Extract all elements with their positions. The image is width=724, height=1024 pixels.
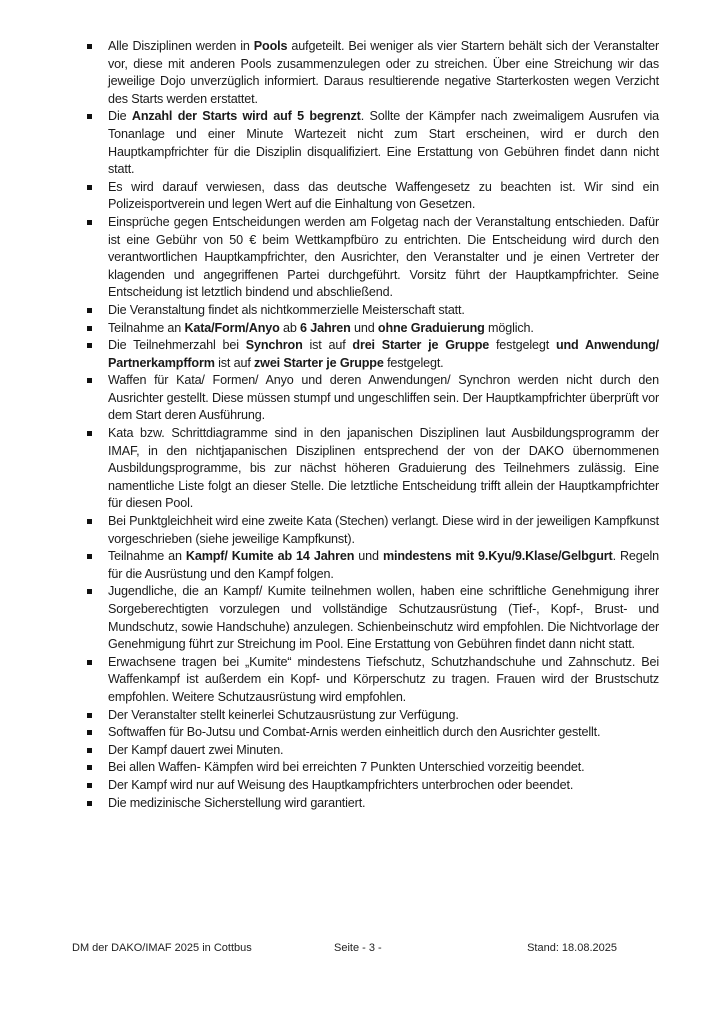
rule-text — [108, 724, 659, 742]
rule-text-run: Alle Disziplinen werden in — [108, 39, 254, 53]
rule-text-bold: drei Starter je Gruppe — [352, 338, 490, 353]
square-bullet-icon — [87, 660, 92, 665]
rule-text-run: Der Kampf wird nur auf Weisung des Hauptkampfrichters unterbrochen oder beendet. — [108, 777, 574, 792]
rule-text — [108, 795, 659, 813]
rule-item — [87, 302, 659, 320]
rule-text-run: Die Veranstaltung findet als nichtkommerzielle Meisterschaft statt. — [108, 302, 465, 317]
rule-text-bold: 6 Jahren — [300, 320, 351, 335]
square-bullet-icon — [87, 554, 92, 559]
rule-text — [108, 654, 659, 707]
rule-text-run: Die — [108, 109, 132, 124]
rule-text-bold: Kampf/ Kumite ab 14 Jahren — [185, 549, 355, 564]
square-bullet-icon — [87, 114, 92, 119]
rule-text-run: möglich. — [484, 320, 534, 335]
rule-item — [87, 337, 659, 372]
rule-item — [87, 425, 659, 513]
footer-event-title: DM der DAKO/IMAF 2025 in Cottbus — [72, 942, 252, 954]
rule-text-run: Bei allen Waffen- Kämpfen wird bei erreichten 7 Punkten Unterschied vorzeitig beendet. — [108, 760, 585, 775]
rule-item — [87, 372, 659, 425]
rule-text-bold: Anzahl der Starts wird auf 5 begrenzt — [131, 109, 361, 124]
rule-text — [108, 548, 659, 583]
rule-text — [108, 179, 659, 214]
square-bullet-icon — [87, 730, 92, 735]
rule-item — [87, 724, 659, 742]
rule-text-bold: Kata/Form/Anyo — [184, 320, 280, 335]
square-bullet-icon — [87, 185, 92, 190]
rule-text-bold: ohne Graduierung — [377, 320, 485, 335]
rule-item — [87, 583, 659, 653]
square-bullet-icon — [87, 326, 92, 331]
rule-item — [87, 777, 659, 795]
rule-text-run: Teilnahme an — [108, 320, 185, 335]
rule-text-run: Softwaffen für Bo-Jutsu und Combat-Arnis werden einheitlich durch den Ausrichter gestellt. — [108, 725, 601, 740]
rule-text-bold: und Anwendung/ Partnerkampfform — [108, 338, 660, 370]
rule-text-run: Bei Punktgleichheit wird eine zweite Kata (Stechen) verlangt. Diese wird in der jeweiligen Kampfkunst vorgeschrieben (siehe jeweilige Kampfkunst). — [108, 514, 659, 546]
rule-text-run: und — [350, 320, 378, 335]
square-bullet-icon — [87, 765, 92, 770]
rule-item — [87, 108, 659, 178]
rule-text — [108, 513, 659, 548]
rule-text-run: . Regeln für die Ausrüstung und den Kampf folgen. — [108, 549, 660, 581]
rule-text-run: Die Teilnehmerzahl bei — [108, 338, 246, 353]
rule-item — [87, 759, 659, 777]
square-bullet-icon — [87, 589, 92, 594]
rule-item — [87, 707, 659, 725]
rule-text-run: festgelegt. — [383, 355, 444, 370]
rule-text — [108, 302, 659, 320]
rule-item — [87, 548, 659, 583]
square-bullet-icon — [87, 44, 92, 49]
rule-text-run: Der Kampf dauert zwei Minuten. — [108, 742, 284, 757]
square-bullet-icon — [87, 748, 92, 753]
rule-text — [108, 372, 659, 425]
rule-item — [87, 38, 659, 108]
square-bullet-icon — [87, 783, 92, 788]
rule-item — [87, 320, 659, 338]
square-bullet-icon — [87, 431, 92, 436]
rule-text-run: Einsprüche gegen Entscheidungen werden am Folgetag nach der Veranstaltung entschieden. Dafür ist eine Gebühr von 50 € beim Wettkampfbüro zu entrichten. Die Entscheidung wird durch den verantwortlichen Hauptkampfrichter, den Ausrichter, den Veranstalter und je einen Vertreter der klagenden und angegriffenen Partei durchgeführt. Vorsitz führt der Hauptkampfrichter. Seine Entscheidung ist letztlich bindend und abschließend. — [108, 214, 659, 300]
rule-text — [108, 38, 659, 108]
rule-text — [108, 214, 659, 302]
rule-text — [108, 742, 659, 760]
rule-text-run: festgelegt — [489, 338, 556, 353]
rule-item — [87, 654, 659, 707]
rule-text-run: Teilnahme an — [108, 549, 186, 564]
rule-text — [108, 777, 659, 795]
rule-text-run: Der Veranstalter stellt keinerlei Schutzausrüstung zur Verfügung. — [108, 707, 459, 722]
rule-text — [108, 583, 659, 653]
rule-text-bold: mindestens mit 9.Kyu/9.Klase/Gelbgurt — [382, 549, 613, 564]
footer-page-number: Seite - 3 - — [334, 942, 382, 954]
rule-item — [87, 179, 659, 214]
rule-text-run: und — [354, 549, 383, 564]
footer-date: Stand: 18.08.2025 — [527, 942, 617, 954]
rule-text-run: Waffen für Kata/ Formen/ Anyo und deren Anwendungen/ Synchron werden nicht durch den Ausrichter gestellt. Diese müssen stumpf und ungeschliffen sein. Der Hauptkampfrichter überprüft vor dem Start deren Ausführung. — [108, 373, 659, 423]
square-bullet-icon — [87, 308, 92, 313]
rule-text-bold: zwei Starter je Gruppe — [254, 355, 384, 370]
rule-text — [108, 707, 659, 725]
rule-item — [87, 214, 659, 302]
rules-list — [87, 38, 659, 812]
rule-item — [87, 513, 659, 548]
rule-text-run: . Sollte der Kämpfer nach zweimaligem Ausrufen via Tonanlage und einer Minute Wartezeit nicht zum Start erscheinen, wird er durch den Hauptkampfrichter für die Disziplin disqualifiziert. Eine Erstattung von Gebühren findet dann nicht statt. — [108, 109, 660, 177]
square-bullet-icon — [87, 801, 92, 806]
page-footer — [72, 942, 672, 958]
rule-text-run: ab — [279, 320, 301, 335]
rule-item — [87, 742, 659, 760]
rule-text — [108, 337, 659, 372]
rule-text-bold: Synchron — [245, 338, 303, 353]
rule-text-run: ist auf — [214, 355, 255, 370]
rule-text-run: Erwachsene tragen bei „Kumite“ mindestens Tiefschutz, Schutzhandschuhe und Zahnschutz. Bei Waffenkampf ist außerdem ein Kopf- und Körperschutz zu tragen. Frauen wird der Brustschutz empfohlen. Weitere Schutzausrüstung wird empfohlen. — [108, 654, 659, 704]
rule-text-run: Jugendliche, die an Kampf/ Kumite teilnehmen wollen, haben eine schriftliche Genehmigung ihrer Sorgeberechtigten vorzulegen und vollständige Schutzausrüstung (Tief-, Kopf-, Brust- und Mundschutz, sowie Handschuhe) anzulegen. Schienbeinschutz wird empfohlen. Die Nichtvorlage der Genehmigung führt zur Streichung im Pool. Eine Erstattung von Gebühren findet dann nicht statt. — [108, 584, 659, 652]
rule-text-bold: Pools — [253, 39, 288, 53]
square-bullet-icon — [87, 220, 92, 225]
rule-text — [108, 759, 659, 777]
square-bullet-icon — [87, 713, 92, 718]
rule-text-run: Es wird darauf verwiesen, dass das deutsche Waffengesetz zu beachten ist. Wir sind ein Polizeisportverein und legen Wert auf die Einhaltung von Gesetzen. — [108, 179, 659, 212]
rule-text-run: Die medizinische Sicherstellung wird garantiert. — [108, 795, 366, 810]
square-bullet-icon — [87, 378, 92, 383]
rule-text — [108, 320, 659, 338]
square-bullet-icon — [87, 343, 92, 348]
rule-text — [108, 425, 659, 513]
rule-text — [108, 108, 659, 178]
square-bullet-icon — [87, 519, 92, 524]
rule-text-run: Kata bzw. Schrittdiagramme sind in den japanischen Disziplinen laut Ausbildungsprogramm der IMAF, in den nichtjapanischen Disziplinen entsprechend der von der DAKO übernommenen Ausbildungsprogramme, bis zur nächst höheren Graduierung des Teilnehmers zulässig. Eine namentliche Liste folgt an dieser Stelle. Die letztliche Entscheidung trifft allein der Hauptkampfrichter für diesen Pool. — [108, 426, 659, 511]
rule-text-run: aufgeteilt. Bei weniger als vier Startern behält sich der Veranstalter vor, diese mit anderen Pools zusammenzulegen oder zu streichen. Über eine Streichung wir das jeweilige Dojo unverzüglich informiert. Daraus resultierende negative Starterkosten wegen Verzicht des Starts werden erstattet. — [108, 39, 660, 106]
rule-text-run: ist auf — [302, 338, 353, 353]
rule-item — [87, 795, 659, 813]
